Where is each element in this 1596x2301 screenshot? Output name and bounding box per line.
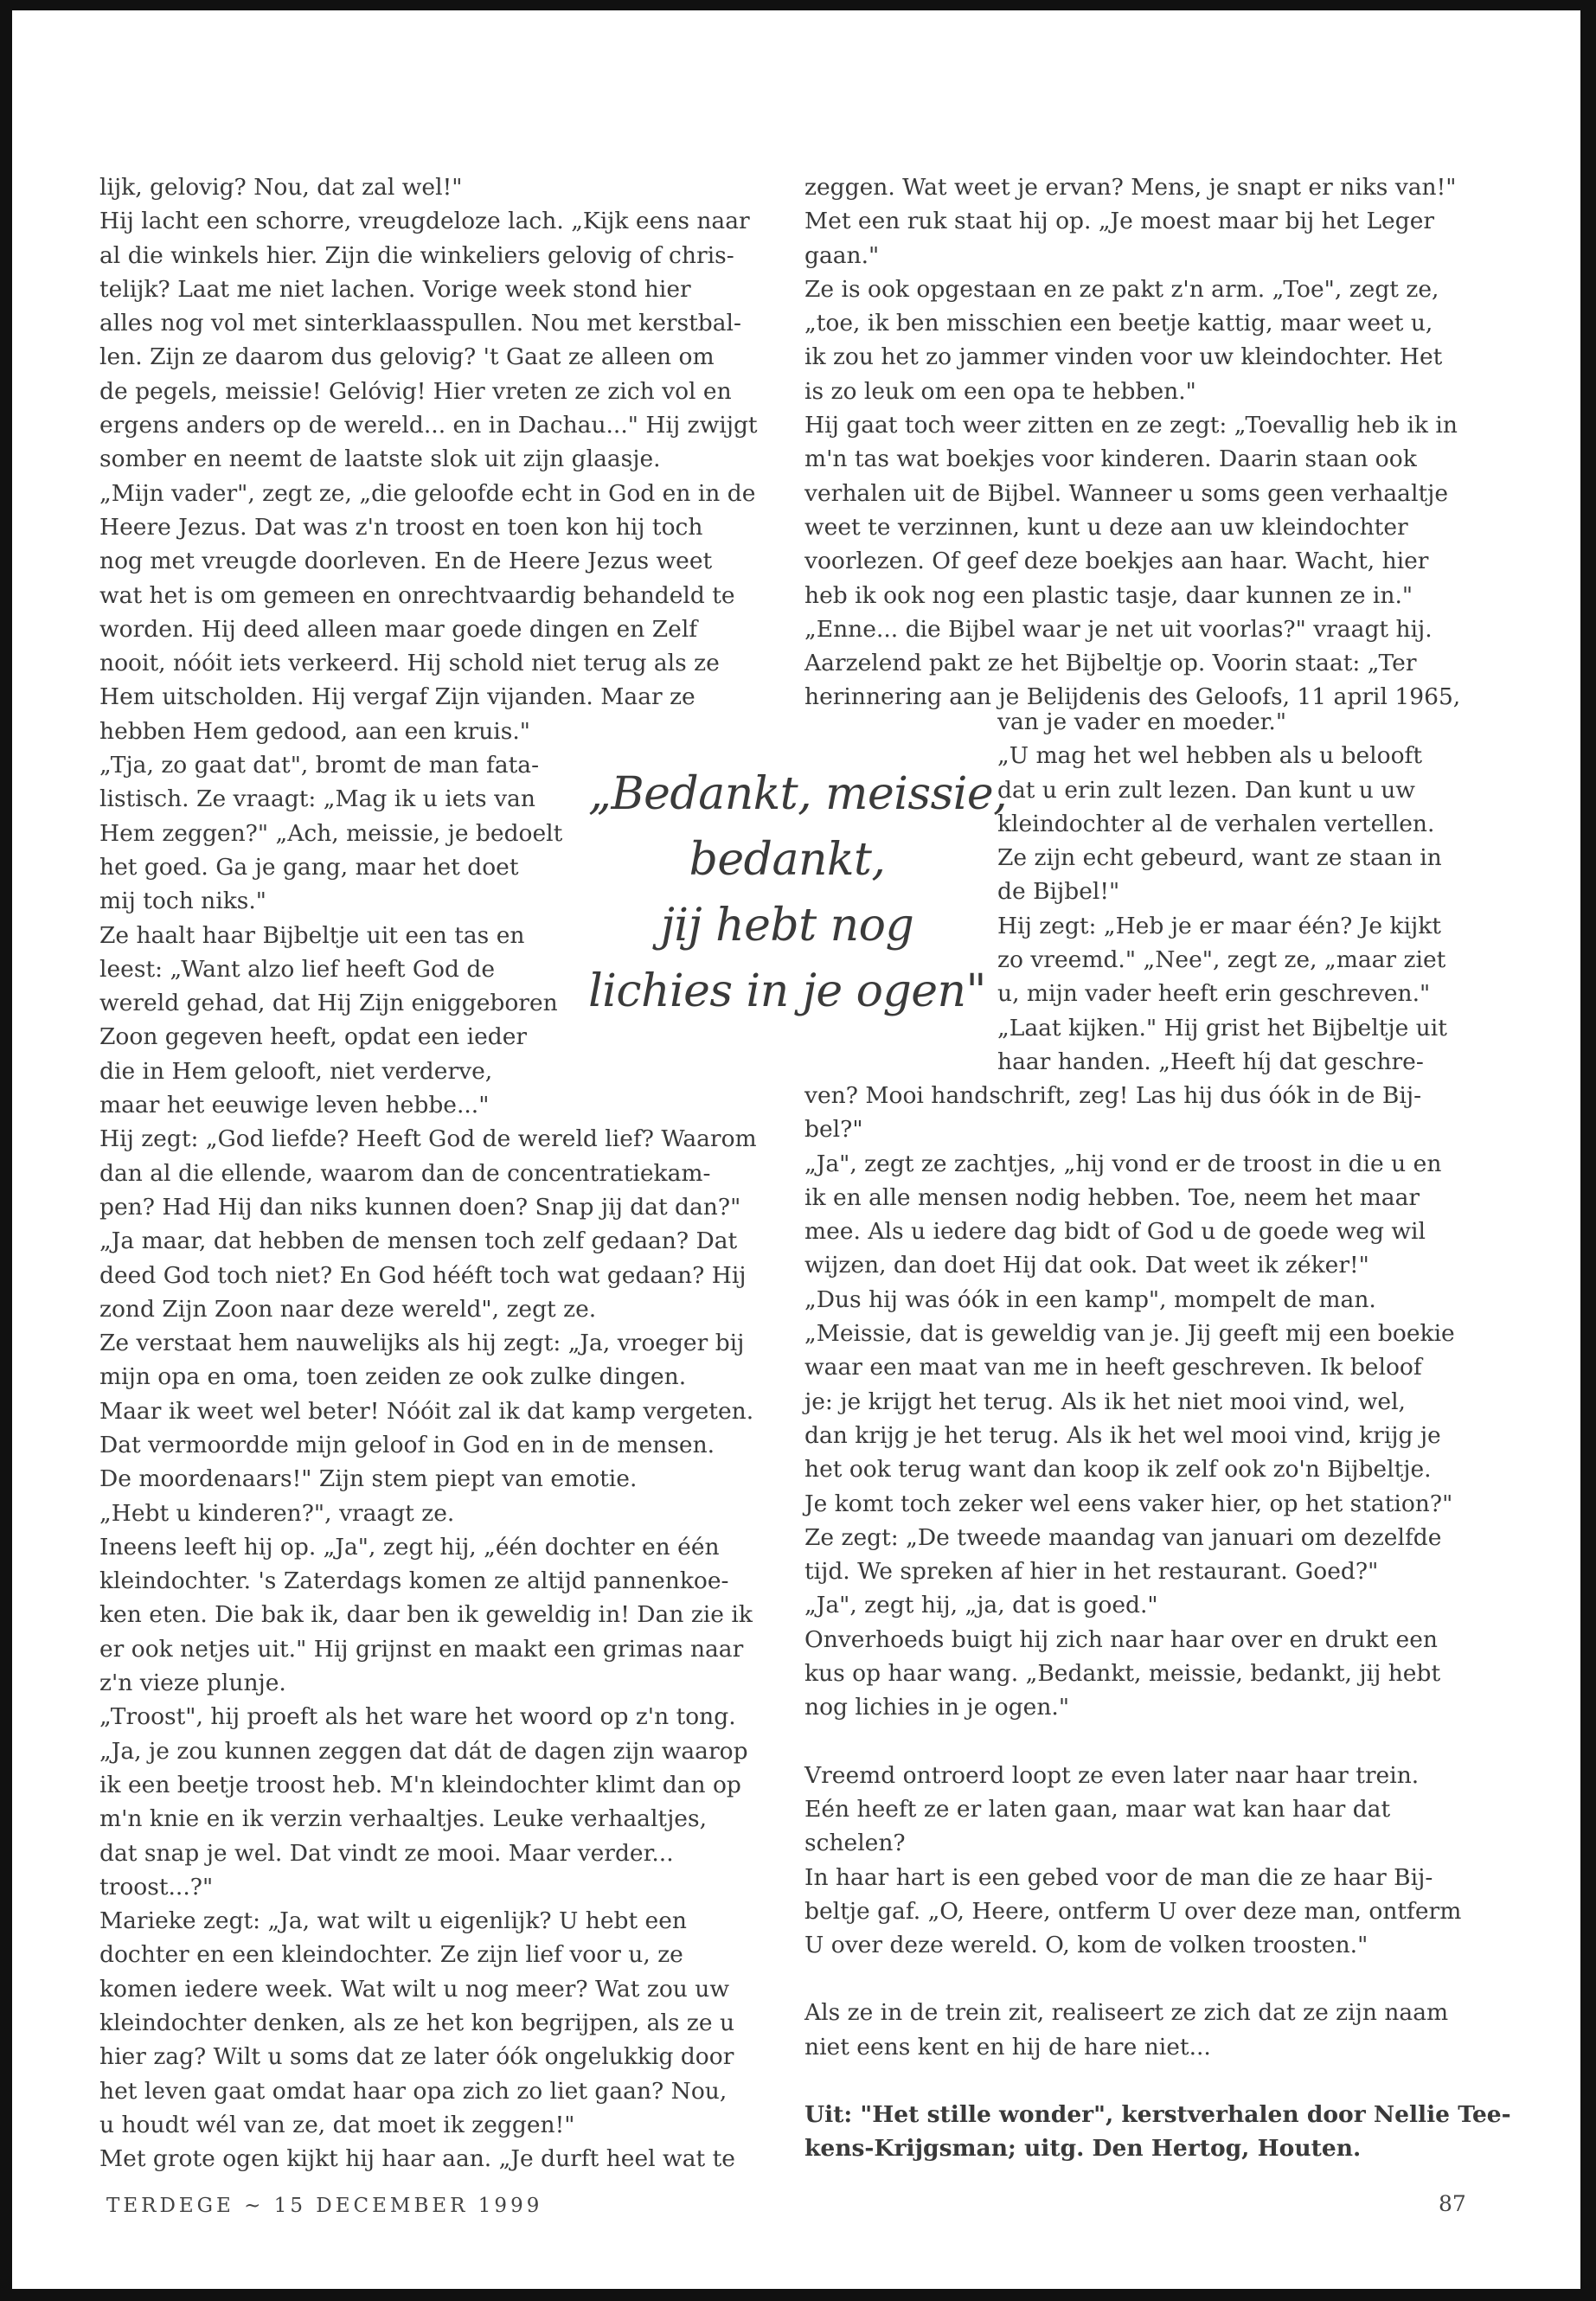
text-line: „Ja", zegt hij, „ja, dat is goed." — [804, 1592, 1158, 1619]
text-line: nog lichies in je ogen." — [804, 1694, 1070, 1721]
text-line: „Ja maar, dat hebben de mensen toch zelf gedaan? Dat — [99, 1227, 738, 1255]
text-line: hebben Hem gedood, aan een kruis." — [99, 717, 530, 745]
text-line: waar een maat van me in heeft geschreven. Ik beloof — [804, 1354, 1422, 1381]
text-line: tijd. We spreken af hier in het restaurant. Goed?" — [804, 1558, 1379, 1586]
pull-quote-line: „Bedankt, meissie, — [588, 768, 1008, 820]
text-line: Heere Jezus. Dat was z'n troost en toen kon hij toch — [99, 513, 703, 541]
text-line: Als ze in de trein zit, realiseert ze zich dat ze zijn naam — [804, 1999, 1449, 2027]
text-line: het goed. Ga je gang, maar het doet — [99, 853, 519, 881]
pull-quote-line: lichies in je ogen" — [588, 965, 986, 1017]
text-line: listisch. Ze vraagt: „Mag ik u iets van — [99, 785, 535, 813]
text-line: De moordenaars!" Zijn stem piept van emotie. — [99, 1465, 638, 1493]
text-line: verhalen uit de Bijbel. Wanneer u soms geen verhaaltje — [804, 479, 1449, 507]
text-line: ken eten. Die bak ik, daar ben ik geweldig in! Dan zie ik — [99, 1601, 753, 1629]
text-line: U over deze wereld. O, kom de volken troosten." — [804, 1932, 1368, 1959]
text-line: zeggen. Wat weet je ervan? Mens, je snapt er niks van!" — [804, 174, 1457, 201]
text-line: „Troost", hij proeft als het ware het woord op z'n tong. — [99, 1703, 736, 1731]
text-line: deed God toch niet? En God hééft toch wat gedaan? Hij — [99, 1261, 747, 1289]
text-line: m'n knie en ik verzin verhaaltjes. Leuke verhaaltjes, — [99, 1805, 707, 1833]
pull-quote — [588, 761, 1008, 1024]
text-line: bel?" — [804, 1116, 863, 1144]
text-line: lijk, gelovig? Nou, dat zal wel!" — [99, 174, 463, 201]
text-line: je: je krijgt het terug. Als ik het niet mooi vind, wel, — [804, 1388, 1406, 1415]
text-line: Vreemd ontroerd loopt ze even later naar haar trein. — [804, 1761, 1420, 1789]
text-line: niet eens kent en hij de hare niet... — [804, 2033, 1211, 2061]
text-line: nog met vreugde doorleven. En de Heere Jezus weet — [99, 548, 713, 575]
text-line: dan krijg je het terug. Als ik het wel mooi vind, krijg je — [804, 1421, 1441, 1449]
text-line: hier zag? Wilt u soms dat ze later óók ongelukkig door — [99, 2043, 734, 2071]
text-line: heb ik ook nog een plastic tasje, daar kunnen ze in." — [804, 581, 1413, 609]
text-line: de Bijbel!" — [997, 878, 1120, 906]
article-right-column-middle — [997, 705, 1482, 1079]
text-line: „toe, ik ben misschien een beetje kattig, maar weet u, — [804, 310, 1433, 337]
text-line: kus op haar wang. „Bedankt, meissie, bedankt, jij hebt — [804, 1660, 1441, 1688]
text-line: Onverhoeds buigt hij zich naar haar over en drukt een — [804, 1625, 1438, 1653]
text-line: ik zou het zo jammer vinden voor uw kleindochter. Het — [804, 343, 1443, 371]
text-line: „Hebt u kinderen?", vraagt ze. — [99, 1499, 455, 1527]
text-line: ergens anders op de wereld... en in Dachau..." Hij zwijgt — [99, 412, 758, 439]
text-line: len. Zijn ze daarom dus gelovig? 't Gaat ze alleen om — [99, 343, 715, 371]
text-line: „Meissie, dat is geweldig van je. Jij geeft mij een boekie — [804, 1320, 1455, 1348]
text-line: wereld gehad, dat Hij Zijn eniggeboren — [99, 990, 558, 1017]
text-line: die in Hem gelooft, niet verderve, — [99, 1057, 493, 1085]
text-line: Ze is ook opgestaan en ze pakt z'n arm. „Toe", zegt ze, — [804, 275, 1439, 303]
text-line: Met een ruk staat hij op. „Je moest maar bij het Leger — [804, 208, 1435, 235]
article-right-column-bottom — [804, 1079, 1511, 2166]
text-line: Ze verstaat hem nauwelijks als hij zegt: „Ja, vroeger bij — [99, 1330, 745, 1357]
text-line: „U mag het wel hebben als u belooft — [997, 742, 1423, 770]
text-line: al die winkels hier. Zijn die winkeliers gelovig of chris- — [99, 241, 734, 269]
text-line: zo vreemd." „Nee", zegt ze, „maar ziet — [997, 946, 1446, 974]
text-line: u, mijn vader heeft erin geschreven." — [997, 980, 1431, 1008]
text-line: Met grote ogen kijkt hij haar aan. „Je durft heel wat te — [99, 2145, 735, 2173]
credit-line: Uit: "Het stille wonder", kerstverhalen door Nellie Tee- — [804, 2101, 1511, 2129]
paragraph-gap — [804, 1725, 1479, 1759]
text-line: Hij zegt: „God liefde? Heeft God de wereld lief? Waarom — [99, 1125, 757, 1153]
text-line: het ook terug want dan koop ik zelf ook zo'n Bijbeltje. — [804, 1456, 1432, 1484]
text-line: Hem uitscholden. Hij vergaf Zijn vijanden. Maar ze — [99, 683, 695, 711]
text-line: Je komt toch zeker wel eens vaker hier, op het station?" — [804, 1490, 1453, 1517]
text-line: weet te verzinnen, kunt u deze aan uw kleindochter — [804, 513, 1408, 541]
text-line: ik en alle mensen nodig hebben. Toe, neem het maar — [804, 1183, 1420, 1211]
text-line: kleindochter. 's Zaterdags komen ze altijd pannenkoe- — [99, 1567, 729, 1595]
text-line: Aarzelend pakt ze het Bijbeltje op. Voorin staat: „Ter — [804, 650, 1417, 677]
text-line: Dat vermoordde mijn geloof in God en in de mensen. — [99, 1431, 715, 1458]
text-line: Hij gaat toch weer zitten en ze zegt: „Toevallig heb ik in — [804, 412, 1458, 439]
text-line: dan al die ellende, waarom dan de concentratiekam- — [99, 1159, 711, 1187]
text-line: kleindochter al de verhalen vertellen. — [997, 810, 1435, 837]
text-line: somber en neemt de laatste slok uit zijn glaasje. — [99, 445, 661, 473]
text-line: u houdt wél van ze, dat moet ik zeggen!" — [99, 2111, 575, 2138]
text-line: ven? Mooi handschrift, zeg! Las hij dus óók in de Bij- — [804, 1082, 1422, 1109]
text-line: mij toch niks." — [99, 888, 266, 915]
text-line: nooit, nóóit iets verkeerd. Hij schold niet terug als ze — [99, 650, 720, 677]
text-line: „Ja, je zou kunnen zeggen dat dát de dagen zijn waarop — [99, 1737, 748, 1765]
text-line: Hij lacht een schorre, vreugdeloze lach. „Kijk eens naar — [99, 208, 750, 235]
text-line: „Laat kijken." Hij grist het Bijbeltje uit — [997, 1014, 1447, 1042]
text-line: „Mijn vader", zegt ze, „die geloofde echt in God en in de — [99, 479, 756, 507]
pull-quote-line: bedankt, — [689, 834, 886, 886]
text-line: wijzen, dan doet Hij dat ook. Dat weet ik zéker!" — [804, 1252, 1369, 1279]
text-line: er ook netjes uit." Hij grijnst en maakt een grimas naar — [99, 1635, 744, 1663]
paragraph-gap — [804, 1962, 1479, 1996]
page-number: 87 — [1439, 2191, 1466, 2216]
text-line: alles nog vol met sinterklaasspullen. Nou met kerstbal- — [99, 310, 741, 337]
text-line: „Enne... die Bijbel waar je net uit voorlas?" vraagt hij. — [804, 615, 1433, 643]
text-line: telijk? Laat me niet lachen. Vorige week stond hier — [99, 275, 691, 303]
text-line: is zo leuk om een opa te hebben." — [804, 377, 1196, 405]
text-line: Ze zegt: „De tweede maandag van januari om dezelfde — [804, 1523, 1442, 1551]
text-line: beltje gaf. „O, Heere, ontferm U over deze man, ontferm — [804, 1897, 1462, 1925]
text-line: maar het eeuwige leven hebbe..." — [99, 1092, 490, 1119]
text-line: Hij zegt: „Heb je er maar één? Je kijkt — [997, 912, 1441, 939]
article-left-column — [99, 170, 792, 2176]
text-line: de pegels, meissie! Gelóvig! Hier vreten ze zich vol en — [99, 377, 732, 405]
text-line: Marieke zegt: „Ja, wat wilt u eigenlijk? U hebt een — [99, 1907, 687, 1935]
text-line: Ze haalt haar Bijbeltje uit een tas en — [99, 921, 525, 949]
text-line: gaan." — [804, 241, 880, 269]
text-line: van je vader en moeder." — [997, 708, 1287, 735]
text-line: dochter en een kleindochter. Ze zijn lief voor u, ze — [99, 1941, 683, 1969]
text-line: leest: „Want alzo lief heeft God de — [99, 955, 496, 983]
text-line: „Tja, zo gaat dat", bromt de man fata- — [99, 752, 540, 779]
text-line: „Dus hij was óók in een kamp", mompelt de man. — [804, 1285, 1376, 1313]
text-line: worden. Hij deed alleen maar goede dingen en Zelf — [99, 615, 698, 643]
text-line: Zoon gegeven heeft, opdat een ieder — [99, 1023, 528, 1051]
text-line: dat snap je wel. Dat vindt ze mooi. Maar verder... — [99, 1839, 674, 1867]
text-line: pen? Had Hij dan niks kunnen doen? Snap jij dat dan?" — [99, 1193, 741, 1221]
text-line: Hem zeggen?" „Ach, meissie, je bedoelt — [99, 819, 563, 847]
text-line: troost...?" — [99, 1873, 214, 1900]
text-line: In haar hart is een gebed voor de man die ze haar Bij- — [804, 1863, 1433, 1891]
text-line: zond Zijn Zoon naar deze wereld", zegt ze. — [99, 1295, 597, 1323]
footer-publication: TERDEGE ~ 15 DECEMBER 1999 — [106, 2195, 543, 2217]
text-line: mee. Als u iedere dag bidt of God u de goede weg wil — [804, 1218, 1426, 1246]
text-line: herinnering aan je Belijdenis des Geloofs, 11 april 1965, — [804, 683, 1461, 711]
text-line: Ze zijn echt gebeurd, want ze staan in — [997, 844, 1442, 872]
text-line: Maar ik weet wel beter! Nóóit zal ik dat kamp vergeten. — [99, 1397, 754, 1425]
text-line: het leven gaat omdat haar opa zich zo liet gaan? Nou, — [99, 2077, 727, 2105]
pull-quote-line: jij hebt nog — [660, 900, 914, 952]
text-line: schelen? — [804, 1830, 906, 1857]
text-line: mijn opa en oma, toen zeiden ze ook zulke dingen. — [99, 1363, 687, 1391]
credit-line: kens-Krijgsman; uitg. Den Hertog, Houten. — [804, 2135, 1362, 2163]
text-line: z'n vieze plunje. — [99, 1670, 286, 1697]
paragraph-gap — [804, 2064, 1479, 2098]
text-line: dat u erin zult lezen. Dan kunt u uw — [997, 776, 1415, 804]
text-line: wat het is om gemeen en onrechtvaardig behandeld te — [99, 581, 735, 609]
text-line: komen iedere week. Wat wilt u nog meer? Wat zou uw — [99, 1975, 730, 2003]
text-line: „Ja", zegt ze zachtjes, „hij vond er de troost in die u en — [804, 1150, 1442, 1177]
article-right-column-top — [804, 170, 1479, 715]
text-line: Ineens leeft hij op. „Ja", zegt hij, „één dochter en één — [99, 1533, 720, 1561]
text-line: haar handen. „Heeft híj dat geschre- — [997, 1048, 1424, 1075]
text-line: m'n tas wat boekjes voor kinderen. Daarin staan ook — [804, 445, 1417, 473]
text-line: ik een beetje troost heb. M'n kleindochter klimt dan op — [99, 1771, 741, 1798]
text-line: Eén heeft ze er laten gaan, maar wat kan haar dat — [804, 1795, 1391, 1823]
text-line: kleindochter denken, als ze het kon begrijpen, als ze u — [99, 2009, 735, 2037]
text-line: voorlezen. Of geef deze boekjes aan haar. Wacht, hier — [804, 548, 1429, 575]
